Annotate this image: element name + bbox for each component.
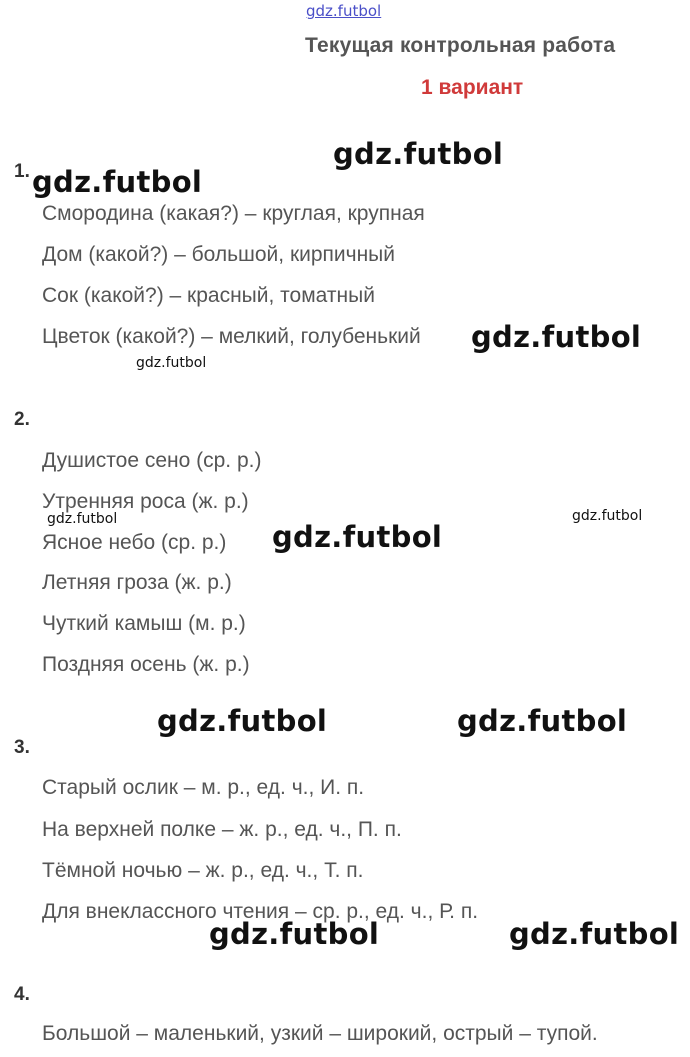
- watermark: gdz.futbol: [32, 165, 203, 199]
- watermark: gdz.futbol: [333, 137, 504, 171]
- task-2-line: Ясное небо (ср. р.): [42, 531, 227, 554]
- task-2-number: 2.: [14, 409, 30, 430]
- task-3-line: Для внеклассного чтения – ср. р., ед. ч., Р. п.: [42, 900, 479, 923]
- watermark: gdz.futbol: [157, 704, 328, 738]
- watermark: gdz.futbol: [272, 520, 443, 554]
- task-3-line: На верхней полке – ж. р., ед. ч., П. п.: [42, 818, 402, 841]
- task-4-number: 4.: [14, 984, 30, 1005]
- task-2-line: Душистое сено (ср. р.): [42, 449, 262, 472]
- task-3-line: Старый ослик – м. р., ед. ч., И. п.: [42, 776, 365, 799]
- task-4-line: Большой – маленький, узкий – широкий, острый – тупой.: [42, 1022, 598, 1045]
- watermark: gdz.futbol: [136, 355, 207, 371]
- task-1-line: Смородина (какая?) – круглая, крупная: [42, 202, 425, 225]
- task-2-line: Чуткий камыш (м. р.): [42, 612, 246, 635]
- task-1-line: Цветок (какой?) – мелкий, голубенький: [42, 325, 421, 348]
- task-2-line: Поздняя осень (ж. р.): [42, 653, 250, 676]
- variant-label: 1 вариант: [421, 76, 524, 99]
- task-2-line: Утренняя роса (ж. р.): [42, 490, 249, 513]
- task-1-line: Сок (какой?) – красный, томатный: [42, 284, 375, 307]
- watermark: gdz.futbol: [471, 320, 642, 354]
- task-1-line: Дом (какой?) – большой, кирпичный: [42, 243, 396, 266]
- page-title: Текущая контрольная работа: [305, 34, 616, 57]
- task-1-number: 1.: [14, 161, 30, 182]
- watermark: gdz.futbol: [209, 917, 380, 951]
- task-3-line: Тёмной ночью – ж. р., ед. ч., Т. п.: [42, 859, 364, 882]
- watermark: gdz.futbol: [457, 704, 628, 738]
- task-2-line: Летняя гроза (ж. р.): [42, 571, 232, 594]
- watermark: gdz.futbol: [47, 511, 118, 527]
- watermark: gdz.futbol: [509, 917, 680, 951]
- task-3-number: 3.: [14, 737, 30, 758]
- site-watermark-top: gdz.futbol: [306, 2, 382, 20]
- watermark: gdz.futbol: [572, 508, 643, 524]
